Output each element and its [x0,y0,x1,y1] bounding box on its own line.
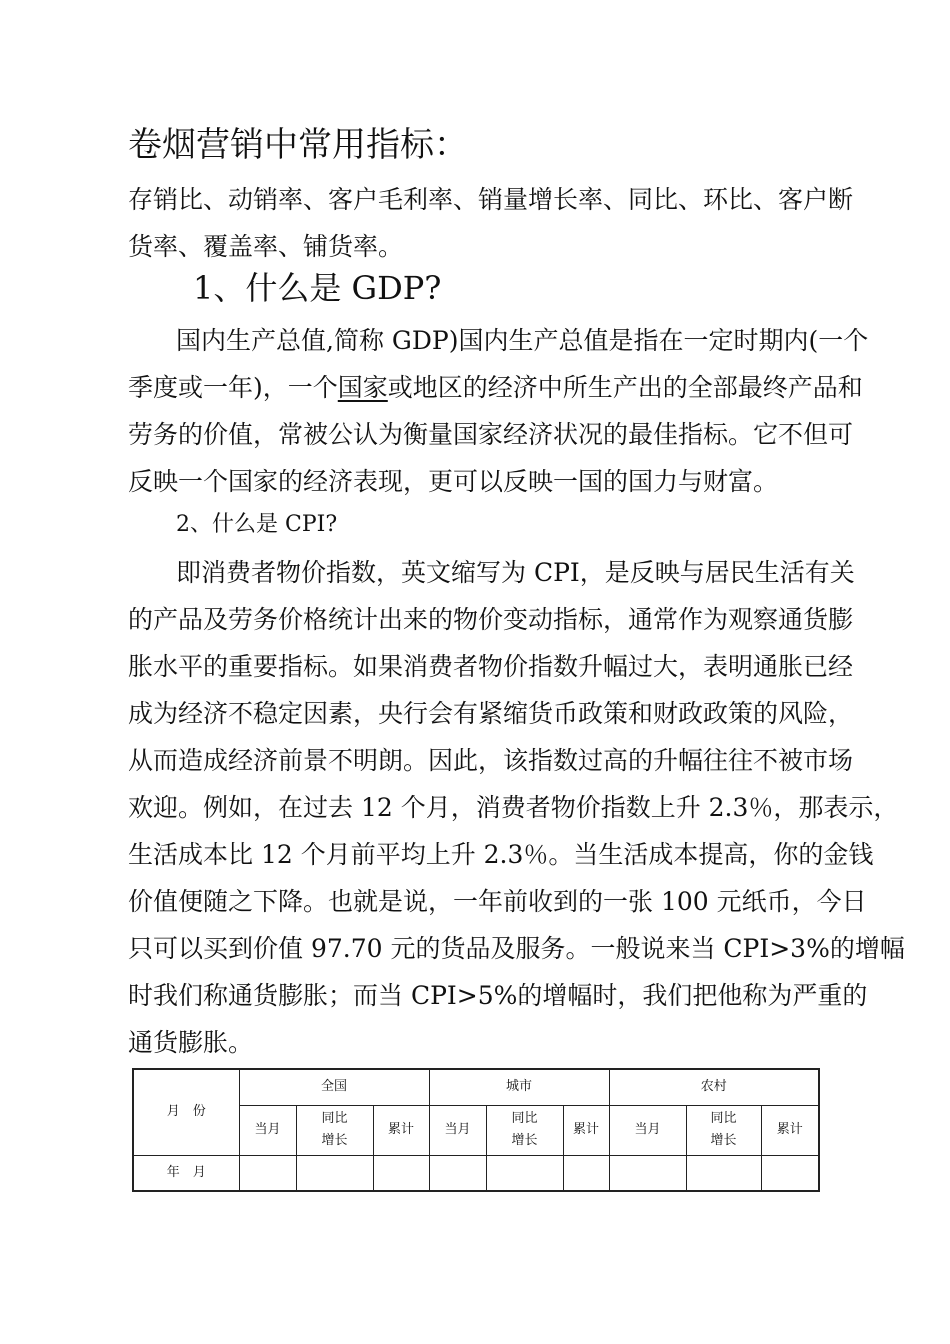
month-header: 月 份 [133,1069,239,1155]
intro-line: 存销比、动销率、客户毛利率、销量增长率、同比、环比、客户断 [128,185,854,214]
table-cell [429,1155,486,1191]
group-header-national: 全国 [239,1069,429,1105]
intro-paragraph [128,176,853,270]
table-cell [609,1155,686,1191]
section-title-cpi: 2、什么是 CPI? [176,512,338,537]
table-cell [373,1155,429,1191]
table-cell [761,1155,819,1191]
subheader-cumulative: 累计 [373,1105,429,1155]
cpi-line: 成为经济不稳定因素，央行会有紧缩货币政策和财政政策的风险， [128,699,854,728]
row-label-year-month: 年 月 [133,1155,239,1191]
subheader-current: 当月 [609,1105,686,1155]
yoy-line: 同比 [511,1111,538,1126]
yoy-line: 增长 [321,1133,348,1148]
cpi-line: 胀水平的重要指标。如果消费者物价指数升幅过大，表明通胀已经 [128,652,854,681]
subheader-yoy [486,1105,563,1155]
gdp-line: 劳务的价值，常被公认为衡量国家经济状况的最佳指标。它不但可 [128,420,854,449]
yoy-line: 增长 [710,1133,737,1148]
gdp-line: 反映一个国家的经济表现，更可以反映一国的国力与财富。 [128,467,779,496]
cpi-line: 从而造成经济前景不明朗。因此，该指数过高的升幅往往不被市场 [128,746,854,775]
yoy-line: 同比 [321,1111,348,1126]
cpi-line: 欢迎。例如，在过去 12 个月，消费者物价指数上升 2.3％，那表示， [128,793,899,822]
cpi-line: 即消费者物价指数，英文缩写为 CPI，是反映与居民生活有关 [176,558,855,587]
yoy-line: 同比 [710,1111,737,1126]
cpi-line: 时我们称通货膨胀；而当 CPI>5%的增幅时，我们把他称为严重的 [128,981,868,1010]
subheader-yoy [296,1105,373,1155]
section-title-gdp: 1、什么是 GDP? [193,269,442,307]
subheader-current: 当月 [239,1105,296,1155]
gdp-paragraph [128,317,868,505]
subheader-current: 当月 [429,1105,486,1155]
gdp-line-part: 季度或一年)，一个 [128,373,338,402]
subheader-yoy [686,1105,761,1155]
table-cell [563,1155,609,1191]
group-header-urban: 城市 [429,1069,609,1105]
table-cell [296,1155,373,1191]
cpi-table [132,1068,820,1192]
table-cell [486,1155,563,1191]
subheader-cumulative: 累计 [761,1105,819,1155]
yoy-line: 增长 [511,1133,538,1148]
gdp-line: 国内生产总值,简称 GDP)国内生产总值是指在一定时期内(一个 [176,326,869,355]
cpi-line: 只可以买到价值 97.70 元的货品及服务。一般说来当 CPI>3%的增幅 [128,934,905,963]
gdp-line-part: 或地区的经济中所生产出的全部最终产品和 [387,373,863,402]
table-cell [239,1155,296,1191]
cpi-paragraph [128,549,905,1066]
cpi-line: 价值便随之下降。也就是说，一年前收到的一张 100 元纸币，今日 [128,887,867,916]
group-header-rural: 农村 [609,1069,819,1105]
intro-line: 货率、覆盖率、铺货率。 [128,232,404,261]
gdp-line [128,364,868,411]
table-cell [686,1155,761,1191]
underlined-term: 国家 [337,373,388,402]
page-heading: 卷烟营销中常用指标： [128,125,468,165]
cpi-line: 生活成本比 12 个月前平均上升 2.3％。当生活成本提高，你的金钱 [128,840,874,869]
subheader-cumulative: 累计 [563,1105,609,1155]
cpi-line: 通货膨胀。 [128,1028,254,1057]
cpi-line: 的产品及劳务价格统计出来的物价变动指标，通常作为观察通货膨 [128,605,854,634]
